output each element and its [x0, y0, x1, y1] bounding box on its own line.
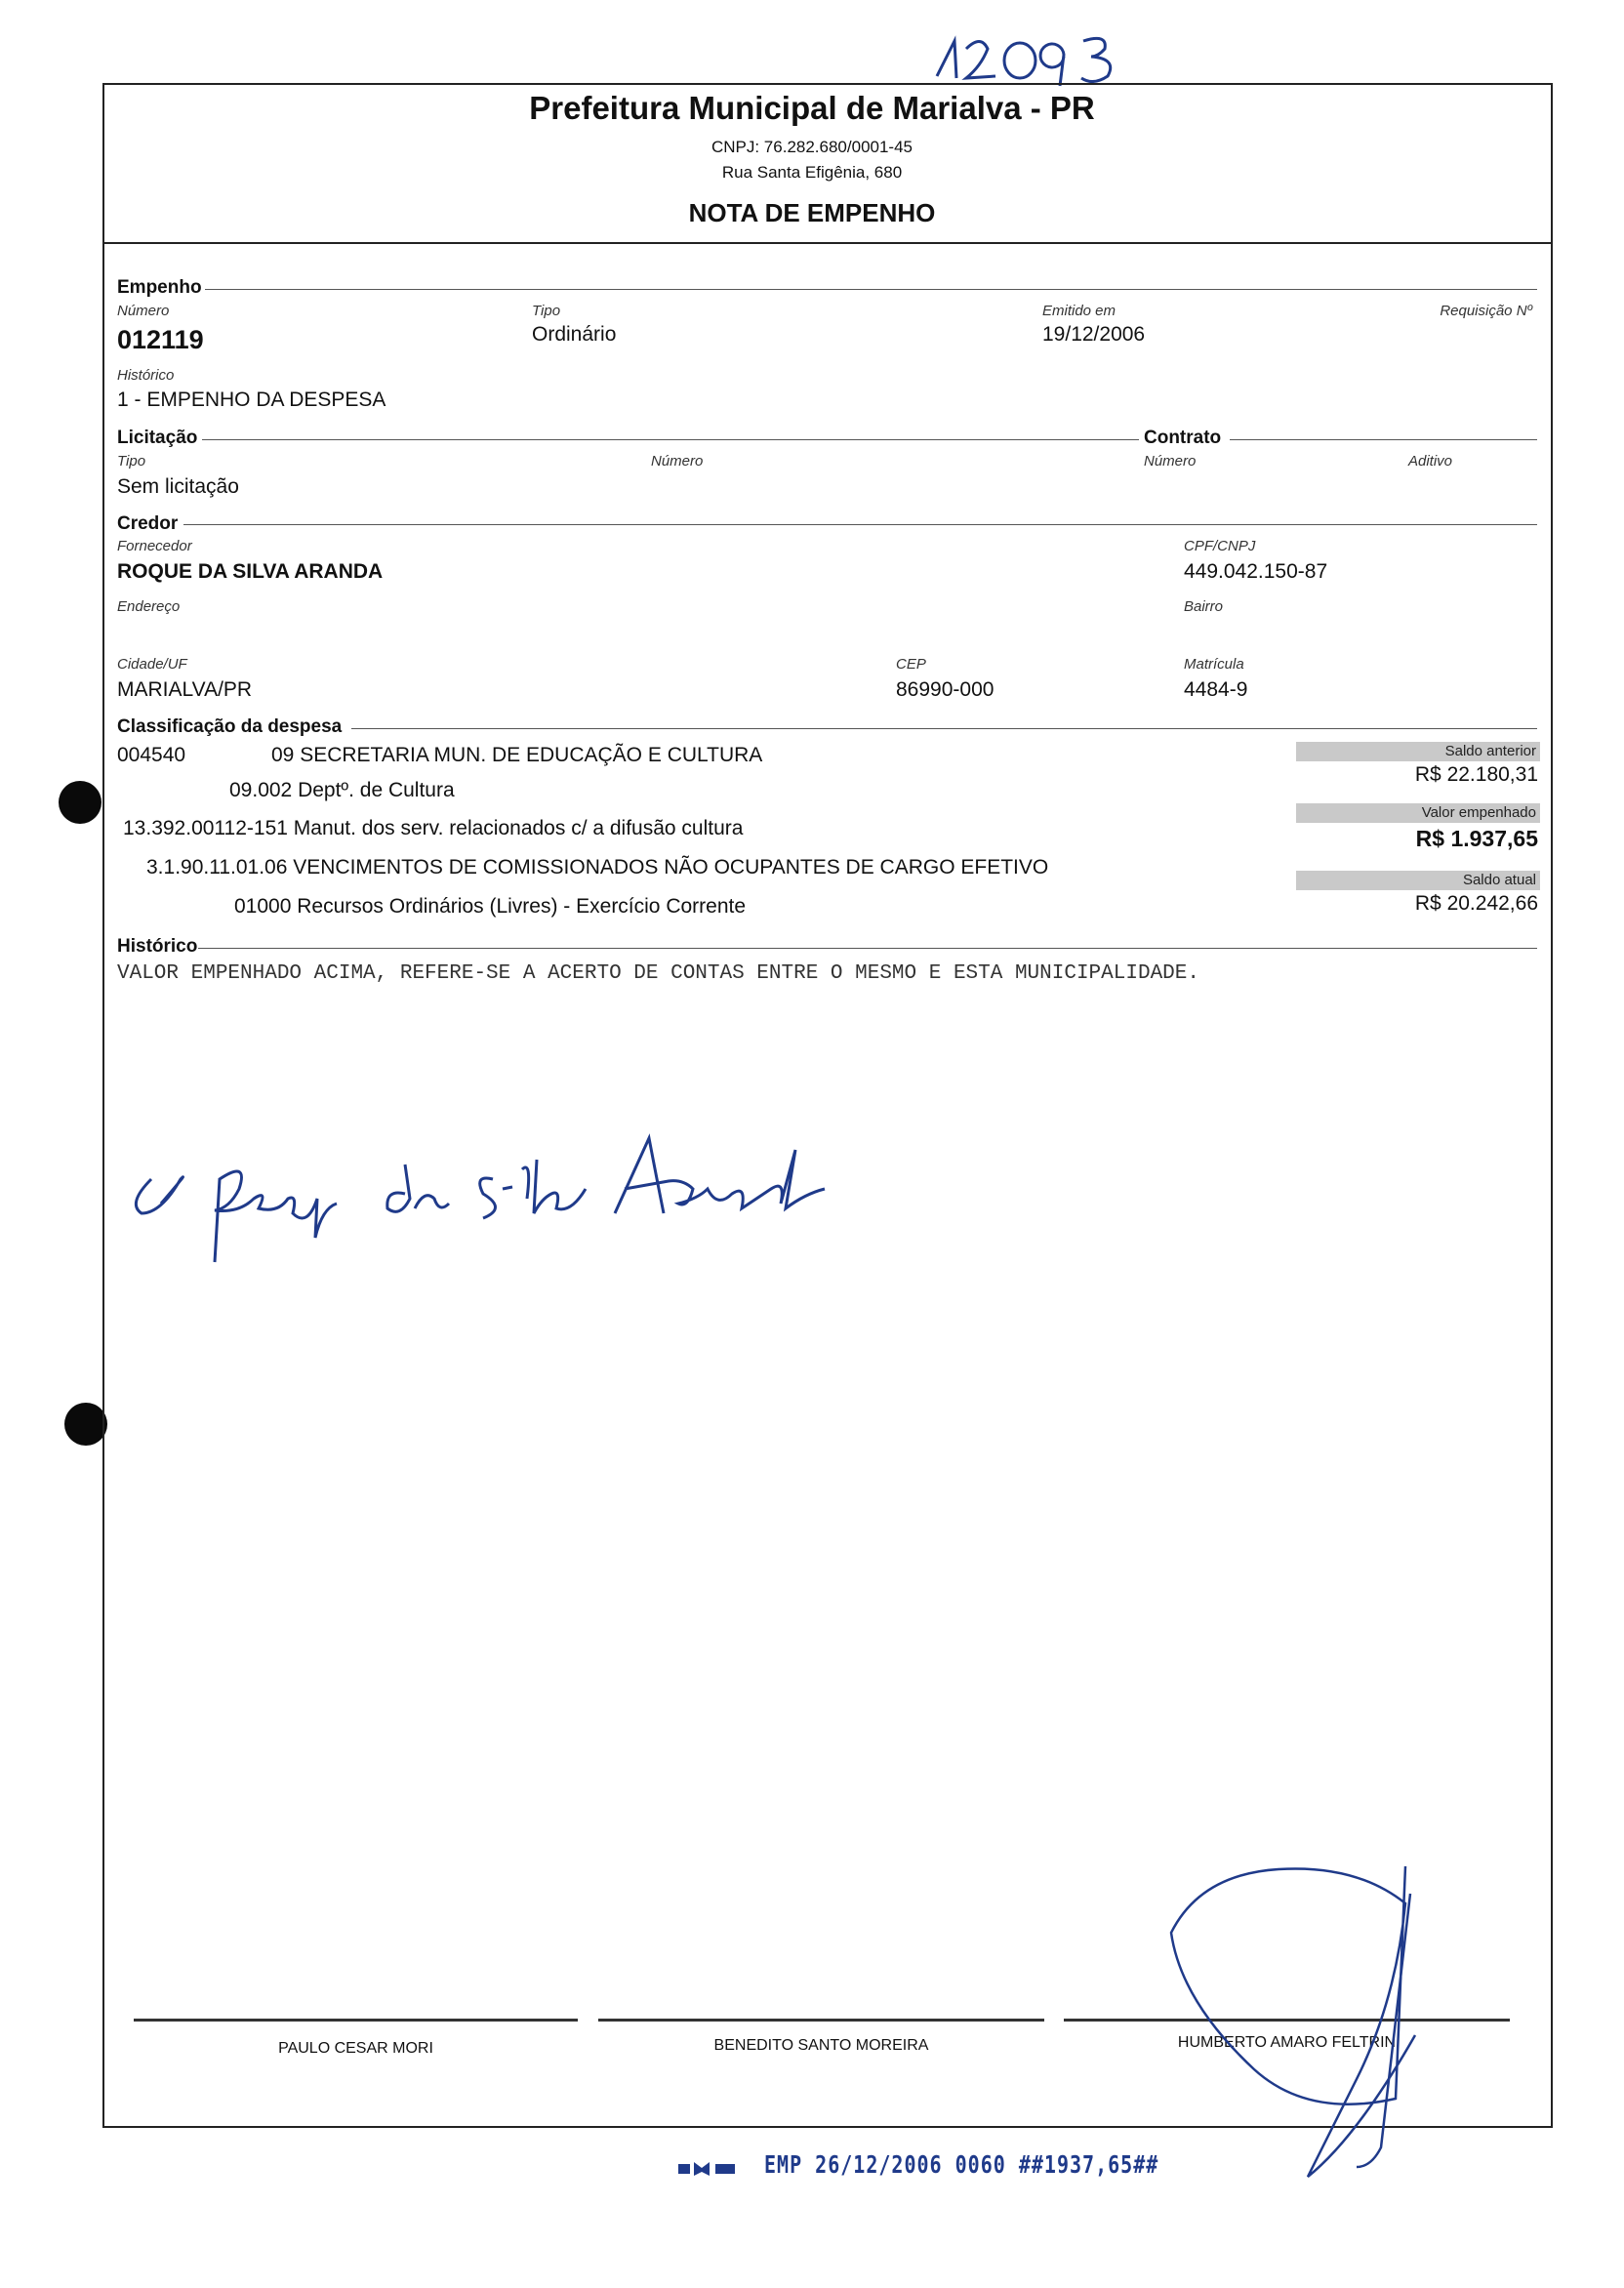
punch-hole-bottom [64, 1403, 107, 1446]
fornecedor-label: Fornecedor [117, 538, 192, 554]
section-classificacao: Classificação da despesa [117, 716, 343, 737]
contrato-numero-label: Número [1144, 453, 1197, 470]
signer-2: BENEDITO SANTO MOREIRA [713, 2037, 929, 2054]
section-licitacao: Licitação [117, 428, 198, 448]
org-cnpj: CNPJ: 76.282.680/0001-45 [710, 138, 914, 156]
matricula-label: Matrícula [1184, 656, 1244, 673]
stamp-icon [678, 2160, 737, 2178]
saldo-anterior-label: Saldo anterior [1296, 742, 1540, 761]
classificacao-code: 004540 [117, 744, 186, 766]
classificacao-line4: 3.1.90.11.01.06 VENCIMENTOS DE COMISSIONADOS NÃO OCUPANTES DE CARGO EFETIVO [146, 856, 1049, 878]
document-title: NOTA DE EMPENHO [688, 198, 936, 227]
bottom-stamp: EMP 26/12/2006 0060 ##1937,65## [764, 2149, 1159, 2179]
empenho-historico: 1 - EMPENHO DA DESPESA [117, 388, 386, 411]
cidade-value: MARIALVA/PR [117, 678, 253, 701]
cidade-label: Cidade/UF [117, 656, 187, 673]
classificacao-line1: 09 SECRETARIA MUN. DE EDUCAÇÃO E CULTURA [271, 744, 763, 766]
header-separator [102, 242, 1553, 244]
licitacao-tipo-label: Tipo [117, 453, 146, 470]
section-contrato: Contrato [1144, 428, 1222, 448]
org-address: Rua Santa Efigênia, 680 [721, 163, 903, 182]
matricula-value: 4484-9 [1184, 678, 1248, 701]
licitacao-numero-label: Número [651, 453, 704, 470]
saldo-anterior-value: R$ 22.180,31 [1414, 763, 1538, 786]
bairro-label: Bairro [1184, 598, 1224, 615]
org-name: Prefeitura Municipal de Marialva - PR [529, 90, 1095, 126]
signer-1: PAULO CESAR MORI [278, 2040, 433, 2057]
endereco-label: Endereço [117, 598, 181, 615]
licitacao-tipo: Sem licitação [117, 475, 239, 498]
classificacao-line5: 01000 Recursos Ordinários (Livres) - Exercício Corrente [234, 895, 747, 918]
empenho-numero: 012119 [117, 325, 204, 354]
empenho-tipo-label: Tipo [532, 303, 561, 319]
empenho-numero-label: Número [117, 303, 170, 319]
emitido-label: Emitido em [1042, 303, 1116, 319]
section-empenho: Empenho [117, 277, 202, 298]
fornecedor-name: ROQUE DA SILVA ARANDA [117, 560, 384, 583]
historico-text: VALOR EMPENHADO ACIMA, REFERE-SE A ACERTO DE CONTAS ENTRE O MESMO E ESTA MUNICIPALIDADE. [117, 962, 1199, 985]
handwritten-signature-feltrin [1161, 1855, 1454, 2186]
signer-3: HUMBERTO AMARO FELTRIN [1177, 2034, 1397, 2051]
saldo-atual-label: Saldo atual [1296, 871, 1540, 890]
section-historico: Histórico [117, 936, 198, 957]
handwritten-doc-number [927, 29, 1132, 88]
cep-value: 86990-000 [896, 678, 995, 701]
requisicao-label: Requisição Nº [1440, 303, 1532, 319]
cpf-label: CPF/CNPJ [1184, 538, 1256, 554]
classificacao-line2: 09.002 Deptº. de Cultura [229, 779, 455, 801]
signature-line-1 [134, 2019, 578, 2022]
saldo-atual-value: R$ 20.242,66 [1414, 892, 1538, 915]
empenho-tipo: Ordinário [532, 323, 617, 346]
emitido-date: 19/12/2006 [1042, 323, 1146, 346]
cpf-value: 449.042.150-87 [1184, 560, 1328, 583]
cep-label: CEP [896, 656, 926, 673]
valor-empenhado-label: Valor empenhado [1296, 803, 1540, 823]
empenho-historico-label: Histórico [117, 367, 175, 384]
section-credor: Credor [117, 513, 179, 534]
handwritten-receipt-signature [122, 1121, 864, 1267]
signature-line-2 [598, 2019, 1044, 2022]
valor-empenhado-value: R$ 1.937,65 [1415, 826, 1538, 851]
punch-hole-top [59, 781, 102, 824]
classificacao-line3: 13.392.00112-151 Manut. dos serv. relacionados c/ a difusão cultura [123, 817, 744, 839]
contrato-aditivo-label: Aditivo [1408, 453, 1453, 470]
